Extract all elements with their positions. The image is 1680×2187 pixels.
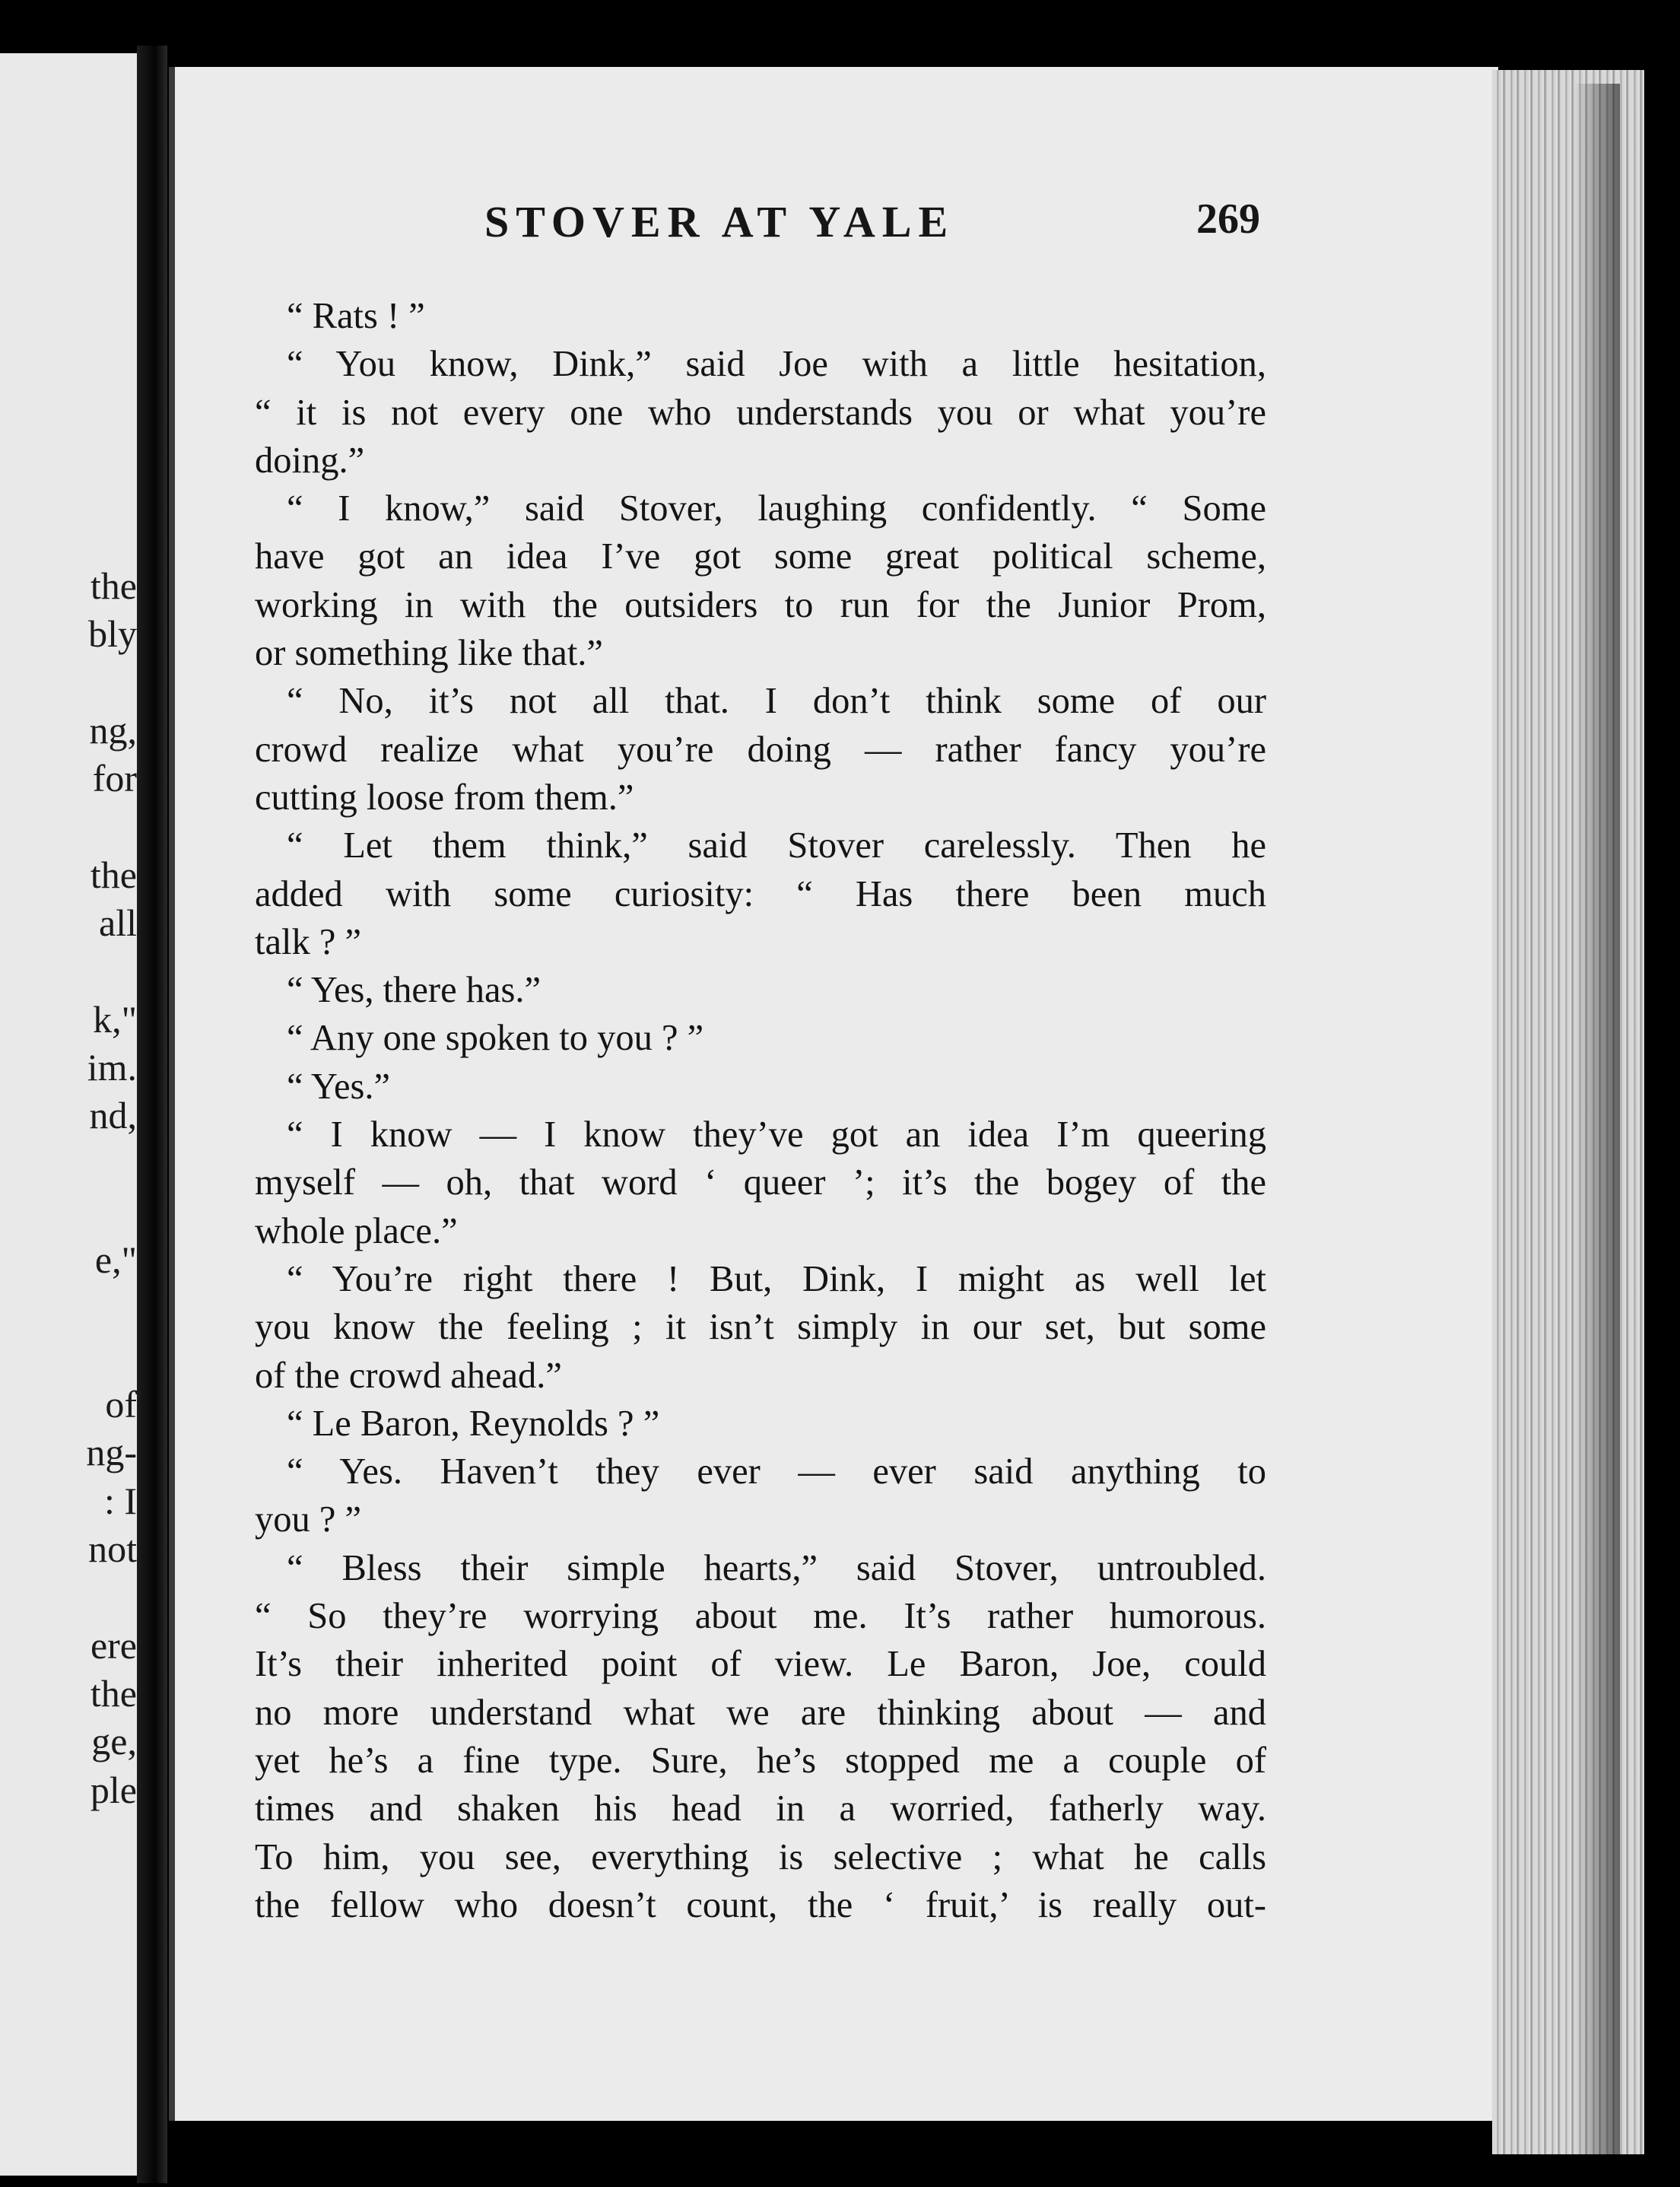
text-line: “ it is not every one who understands you or what you’re [255, 392, 1266, 433]
text-line: crowd realize what you’re doing — rather fancy you’re [255, 729, 1266, 770]
facing-page-word: nd, [89, 1094, 137, 1137]
text-line: “ So they’re worrying about me. It’s rather humorous. [255, 1596, 1266, 1637]
text-line: talk ? ” [255, 921, 362, 962]
facing-page-word: ple [90, 1768, 137, 1811]
facing-page-word: ng, [89, 708, 137, 752]
text-line: of the crowd ahead.” [255, 1355, 562, 1396]
text-line: doing.” [255, 440, 365, 481]
text-line: “ Yes. Haven’t they ever — ever said anything to [287, 1451, 1266, 1492]
text-line: no more understand what we are thinking about — and [255, 1692, 1266, 1733]
text-line: “ Rats ! ” [287, 296, 425, 336]
text-line: “ Yes.” [287, 1066, 391, 1107]
text-line: cutting loose from them.” [255, 777, 634, 818]
facing-page-fragment [0, 53, 146, 2176]
page-number: 269 [1196, 195, 1260, 243]
text-line: “ I know — I know they’ve got an idea I’m queering [287, 1114, 1266, 1155]
facing-page-word: ere [90, 1623, 137, 1667]
text-line: working in with the outsiders to run for the Junior Prom, [255, 584, 1266, 625]
text-line: “ Le Baron, Reynolds ? ” [287, 1403, 660, 1444]
text-line: added with some curiosity: “ Has there been much [255, 873, 1266, 914]
text-line: myself — oh, that word ‘ queer ’; it’s the bogey of the [255, 1162, 1266, 1203]
text-line: “ Any one spoken to you ? ” [287, 1018, 704, 1059]
facing-page-word: e," [94, 1238, 137, 1282]
facing-page-word: ng- [86, 1431, 137, 1474]
facing-page-word: the [90, 564, 137, 607]
text-line: times and shaken his head in a worried, fatherly way. [255, 1788, 1266, 1829]
text-line: you know the feeling ; it isn’t simply in our set, but some [255, 1307, 1266, 1348]
fore-edge-shadow [1574, 84, 1620, 2168]
page-header [484, 196, 1260, 257]
text-line: yet he’s a fine type. Sure, he’s stopped me a couple of [255, 1740, 1266, 1781]
facing-page-word: all [99, 901, 137, 945]
text-line: “ I know,” said Stover, laughing confidently. “ Some [287, 488, 1266, 529]
text-line: “ Let them think,” said Stover carelessly. Then he [287, 825, 1266, 866]
page-fore-edge [1492, 70, 1644, 2154]
body-text [255, 292, 1266, 1929]
text-line: the fellow who doesn’t count, the ‘ fruit,’ is really out- [255, 1884, 1266, 1925]
facing-page-word: k," [93, 997, 137, 1041]
text-line: you ? ” [255, 1499, 362, 1540]
text-line: “ You know, Dink,” said Joe with a little hesitation, [287, 344, 1266, 385]
text-line: To him, you see, everything is selective ; what he calls [255, 1836, 1266, 1877]
facing-page-word: for [92, 757, 137, 800]
text-line: “ You’re right there ! But, Dink, I might as well let [287, 1258, 1266, 1299]
book-gutter [137, 46, 167, 2183]
text-line: “ Bless their simple hearts,” said Stover, untroubled. [287, 1547, 1266, 1588]
facing-page-word: im. [87, 1046, 137, 1089]
text-line: “ No, it’s not all that. I don’t think some of our [287, 681, 1266, 722]
text-line: “ Yes, there has.” [287, 970, 541, 1011]
facing-page-word: bly [88, 612, 137, 656]
text-line: have got an idea I’ve got some great political scheme, [255, 536, 1266, 577]
text-line: or something like that.” [255, 633, 603, 674]
text-line: It’s their inherited point of view. Le Baron, Joe, could [255, 1644, 1266, 1685]
facing-page-word: not [88, 1527, 137, 1570]
text-line: whole place.” [255, 1210, 458, 1251]
facing-page-word: of [105, 1383, 137, 1426]
facing-page-word: the [90, 1671, 137, 1715]
running-title: STOVER AT YALE [484, 197, 955, 246]
facing-page-word: the [90, 853, 137, 896]
facing-page-word: : I [103, 1479, 137, 1522]
facing-page-word: ge, [91, 1720, 137, 1763]
